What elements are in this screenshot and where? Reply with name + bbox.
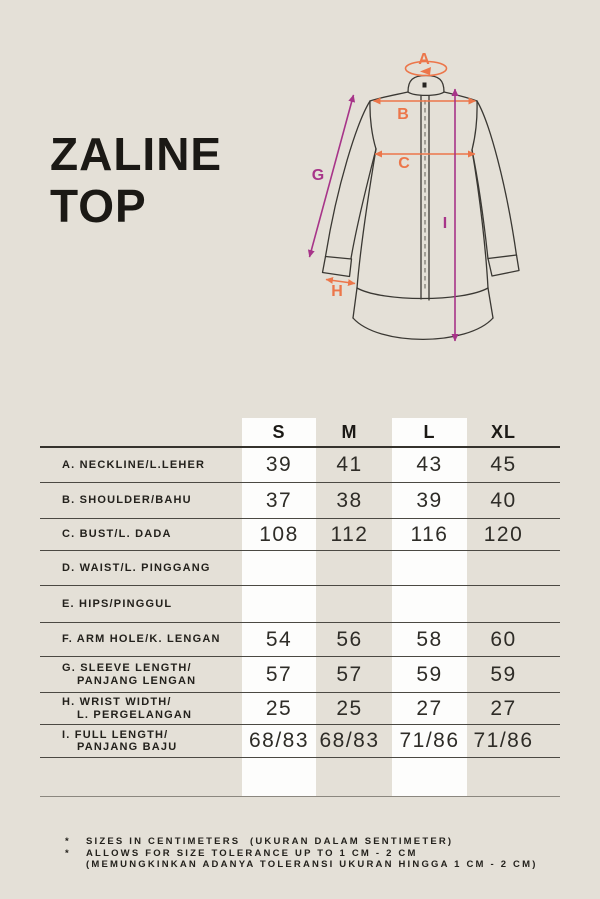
table-row-bust — [40, 519, 560, 551]
table-row-full-length — [40, 725, 560, 758]
measure-name: F. ARM HOLE/K. LENGAN — [62, 633, 221, 646]
cell-value — [316, 586, 392, 622]
header-spacer — [40, 418, 242, 446]
table-row-wrist-width — [40, 693, 560, 725]
table-row-sleeve-length — [40, 657, 560, 693]
left-armhole-seam — [370, 101, 376, 149]
cell-value: 57 — [336, 662, 363, 686]
cell-value — [392, 586, 467, 622]
cell-value: 58 — [416, 627, 443, 651]
cell-value: 68/83 — [319, 729, 380, 752]
cell-value: 108 — [259, 522, 299, 546]
measure-label-h: H — [331, 283, 343, 300]
right-side-seam — [472, 150, 488, 288]
cell-value — [392, 758, 467, 796]
measure-name: B. SHOULDER/BAHU — [62, 494, 192, 507]
table-row-armhole — [40, 623, 560, 657]
measure-name: G. SLEEVE LENGTH/ PANJANG LENGAN — [62, 662, 197, 687]
back-panel-right-edge — [488, 288, 493, 318]
footnote-bullet-spacer — [65, 859, 86, 871]
measure-name: I. FULL LENGTH/ PANJANG BAJU — [62, 728, 178, 753]
product-title — [50, 128, 222, 232]
measure-name: D. WAIST/L. PINGGANG — [62, 561, 211, 574]
cell-value: 45 — [490, 453, 517, 476]
cell-value: 120 — [483, 522, 524, 546]
product-title-line2: TOP — [50, 180, 147, 232]
table-row-shoulder — [40, 483, 560, 519]
size-table — [40, 418, 560, 797]
left-sleeve-inner — [351, 149, 376, 259]
measure-label-c: C — [398, 155, 410, 172]
size-header-l: L — [423, 421, 436, 442]
cell-value: 59 — [490, 662, 517, 686]
cell-value — [316, 758, 392, 796]
cell-value: 25 — [265, 696, 293, 720]
footnote-tolerance-id: (MEMUNGKINKAN ADANYA TOLERANSI UKURAN HINGGA 1 CM - 2 CM) — [86, 859, 538, 871]
measure-name — [40, 758, 242, 796]
cell-value — [316, 551, 392, 585]
garment-measurement-diagram — [280, 40, 580, 360]
measure-label-g: G — [311, 167, 325, 184]
measure-name: A. NECKLINE/L.LEHER — [62, 458, 206, 471]
footnote-bullet: * — [65, 847, 71, 859]
back-panel-left-edge — [353, 288, 357, 318]
table-row-neckline — [40, 448, 560, 483]
footnote-tolerance-en: ALLOWS FOR SIZE TOLERANCE UP TO 1 CM - 2 CM — [86, 847, 418, 859]
size-header-xl: XL — [490, 421, 516, 442]
cell-value: 43 — [416, 453, 443, 476]
cell-value — [467, 586, 560, 622]
neckline-arrowhead — [420, 67, 431, 75]
cell-value: 60 — [490, 627, 517, 651]
back-hem-curve — [353, 318, 493, 339]
measure-name: C. BUST/L. DADA — [62, 528, 172, 541]
front-hem-curve — [357, 288, 488, 299]
collar-button — [423, 83, 427, 88]
cell-value: 116 — [410, 522, 449, 546]
cell-value: 39 — [265, 453, 293, 476]
measure-name: H. WRIST WIDTH/ L. PERGELANGAN — [62, 696, 193, 721]
footnote-sizes-in-cm: SIZES IN CENTIMETERS (UKURAN DALAM SENTIMETER) — [86, 836, 454, 847]
right-cuff — [488, 255, 519, 276]
cell-value: 37 — [265, 488, 293, 512]
left-shoulder-seam — [370, 92, 408, 101]
cell-value: 27 — [416, 696, 443, 720]
cell-value — [392, 551, 467, 585]
cell-value: 71/86 — [399, 729, 460, 752]
size-header-s: S — [272, 421, 286, 442]
cell-value: 38 — [336, 488, 363, 512]
cell-value: 54 — [265, 627, 293, 651]
cell-value: 27 — [490, 696, 517, 720]
collar-base-line — [408, 92, 444, 95]
footnote-bullet: * — [65, 836, 71, 847]
right-armhole-seam — [472, 101, 477, 150]
table-row-empty — [40, 758, 560, 797]
cell-value — [242, 586, 316, 622]
cell-value: 112 — [330, 522, 369, 546]
cell-value: 59 — [416, 662, 443, 686]
cell-value — [467, 551, 560, 585]
right-shoulder-seam — [444, 92, 477, 101]
measure-name: E. HIPS/PINGGUL — [62, 597, 173, 610]
cell-value — [242, 551, 316, 585]
left-cuff — [323, 257, 352, 277]
table-row-hips — [40, 586, 560, 623]
cell-value: 68/83 — [248, 729, 310, 752]
measure-label-i: I — [442, 215, 448, 232]
product-title-line1: ZALINE — [50, 128, 223, 180]
cell-value — [242, 758, 316, 796]
footnotes — [65, 836, 580, 871]
cell-value: 56 — [336, 627, 363, 651]
size-header-m: M — [341, 421, 358, 442]
cell-value: 39 — [416, 488, 443, 512]
cell-value: 25 — [336, 696, 363, 720]
table-row-waist — [40, 551, 560, 586]
cell-value: 40 — [490, 488, 517, 512]
cell-value: 57 — [265, 662, 293, 686]
tunic-outline-drawing — [323, 76, 520, 340]
size-header-row — [40, 418, 560, 448]
left-side-seam — [357, 149, 376, 288]
cell-value — [467, 758, 560, 796]
measure-label-b: B — [397, 106, 409, 123]
cell-value: 41 — [336, 453, 363, 476]
measure-label-a: A — [418, 51, 430, 68]
cell-value: 71/86 — [473, 729, 534, 752]
